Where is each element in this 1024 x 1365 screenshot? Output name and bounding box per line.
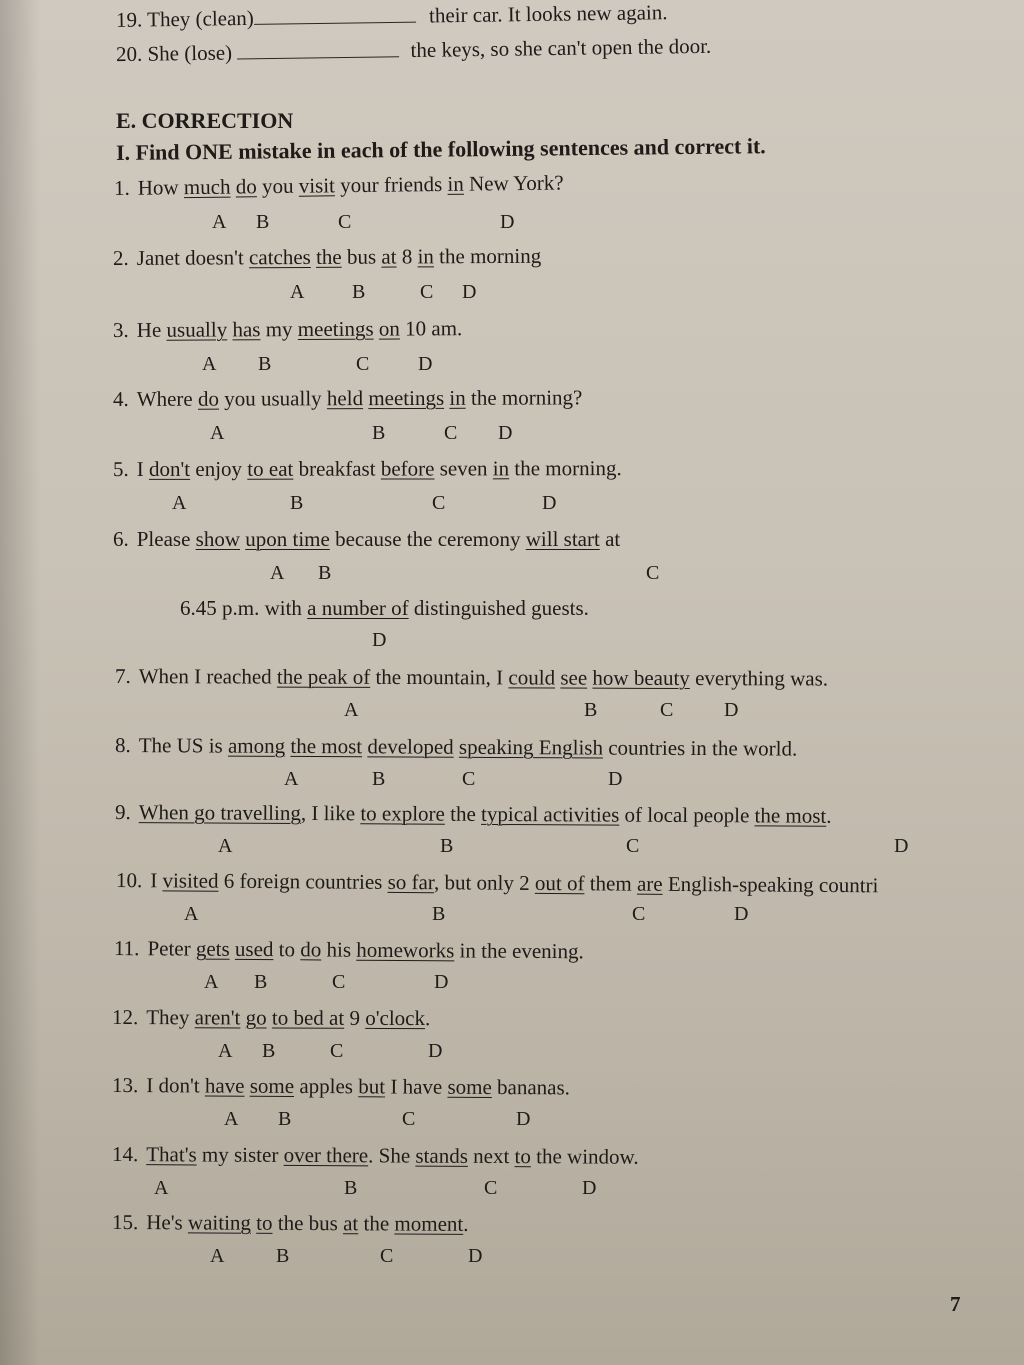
underlined-option-text: do — [300, 937, 322, 962]
option-letter-a[interactable]: A — [290, 281, 305, 303]
underlined-option-text: visit — [298, 173, 336, 198]
question-number: 6. — [113, 527, 129, 551]
sentence-text: . She — [368, 1143, 416, 1168]
underlined-option-text: meetings — [297, 316, 374, 342]
underlined-option-text: in — [417, 244, 434, 269]
underlined-option-text: go — [245, 1005, 267, 1030]
sentence-text: English-speaking countri — [662, 871, 879, 898]
question-number: 1. — [113, 175, 130, 200]
underlined-option-text: out of — [534, 870, 585, 896]
option-letter-b[interactable]: B — [256, 211, 270, 233]
question-15 — [112, 1210, 469, 1237]
question-8 — [115, 733, 797, 762]
underlined-option-text: the most — [754, 803, 827, 828]
question-number: 9. — [114, 800, 131, 825]
question-number: 2. — [112, 245, 129, 270]
question-number: 8. — [114, 733, 131, 758]
option-letter-d[interactable]: D — [498, 422, 513, 444]
underlined-option-text: held — [326, 386, 364, 411]
sentence-text: the window. — [530, 1144, 639, 1169]
sentence-text: of local people — [619, 802, 755, 828]
option-letter-d[interactable]: D — [724, 699, 739, 721]
option-letter-d[interactable]: D — [894, 835, 909, 857]
option-letter-d[interactable]: D — [462, 281, 477, 303]
option-letter-d[interactable]: D — [428, 1040, 443, 1062]
sentence-text: 6.45 p.m. with — [180, 596, 308, 620]
sentence-text: Please — [136, 527, 196, 551]
option-letter-b[interactable]: B — [254, 971, 268, 993]
option-letter-c[interactable]: C — [380, 1245, 394, 1267]
option-letter-b[interactable]: B — [344, 1177, 358, 1199]
option-letter-a[interactable]: A — [172, 492, 187, 514]
option-letter-b[interactable]: B — [278, 1108, 292, 1130]
option-letter-a[interactable]: A — [204, 971, 219, 993]
option-letter-a[interactable]: A — [218, 835, 233, 857]
underlined-option-text: When go travelling — [138, 800, 301, 825]
sentence-text: next — [467, 1143, 515, 1169]
underlined-option-text: how beauty — [592, 665, 690, 691]
underlined-option-text: speaking English — [458, 734, 604, 760]
question-2 — [113, 244, 541, 271]
sentence-text: everything was. — [689, 666, 829, 691]
question-10 — [116, 868, 879, 898]
question-number: 4. — [112, 386, 129, 411]
sentence-text: He's — [146, 1210, 189, 1235]
option-letter-a[interactable]: A — [154, 1177, 169, 1199]
sentence-text: When I reached — [138, 664, 277, 689]
sentence-text: bananas. — [491, 1074, 571, 1100]
page-fold-shadow — [0, 0, 40, 1365]
option-letter-a[interactable]: A — [184, 903, 199, 925]
option-letter-c[interactable]: C — [332, 971, 346, 993]
underlined-option-text: developed — [367, 734, 454, 759]
sentence-text: his — [321, 937, 357, 962]
underlined-option-text: meetings — [368, 385, 445, 411]
sentence-text: seven — [434, 456, 493, 481]
option-letter-c[interactable]: C — [484, 1177, 498, 1199]
option-letter-d[interactable]: D — [500, 211, 515, 233]
question-number: 3. — [112, 317, 129, 342]
underlined-option-text: do — [197, 386, 220, 411]
underlined-option-text: could — [508, 665, 556, 690]
option-letter-d[interactable]: D — [372, 629, 387, 651]
question-number: 5. — [112, 456, 129, 481]
fill-in-prompt: They (clean) — [146, 5, 254, 32]
option-letter-c[interactable]: C — [626, 835, 640, 857]
underlined-option-text: among — [227, 733, 286, 758]
sentence-text: my sister — [196, 1142, 284, 1167]
sentence-text: Janet doesn't — [136, 245, 250, 270]
underlined-option-text: to bed at — [271, 1005, 345, 1030]
sentence-text: the — [358, 1211, 395, 1236]
option-letter-a[interactable]: A — [210, 422, 225, 444]
option-letter-b[interactable]: B — [584, 699, 598, 721]
underlined-option-text: some — [447, 1074, 492, 1099]
sentence-text: 8 — [396, 244, 418, 269]
underlined-option-text: to eat — [247, 456, 294, 481]
underlined-option-text: usually — [166, 317, 228, 342]
option-letter-b[interactable]: B — [318, 562, 332, 584]
option-letter-d[interactable]: D — [434, 971, 449, 993]
sentence-text: you — [256, 173, 299, 199]
sentence-text: at — [599, 527, 621, 551]
question-13 — [112, 1073, 570, 1100]
sentence-text: 10 am. — [399, 316, 463, 341]
sentence-text: in the evening. — [454, 938, 584, 964]
sentence-text: breakfast — [293, 456, 381, 481]
sentence-text: my — [260, 317, 298, 342]
sentence-text: your friends — [334, 171, 448, 198]
fill-in-19 — [116, 0, 668, 33]
underlined-option-text: the — [315, 244, 342, 269]
section-title: E. CORRECTION — [116, 108, 294, 133]
sentence-text: They — [146, 1005, 195, 1030]
option-letter-c[interactable]: C — [402, 1108, 416, 1130]
sentence-text: 6 foreign countries — [218, 868, 388, 894]
underlined-option-text: will start — [525, 527, 600, 551]
underlined-option-text: but — [358, 1074, 386, 1099]
underlined-option-text: in — [449, 385, 466, 410]
option-letter-d[interactable]: D — [734, 903, 749, 925]
option-letter-c[interactable]: C — [462, 768, 476, 790]
underlined-option-text: over there — [283, 1142, 369, 1168]
underlined-option-text: on — [378, 316, 400, 341]
answer-blank[interactable] — [237, 38, 399, 59]
question-number: 10. — [115, 868, 143, 893]
sentence-text: I have — [385, 1074, 448, 1099]
underlined-option-text: at — [381, 244, 397, 269]
sentence-text: because the ceremony — [329, 527, 526, 551]
sentence-text: distinguished guests. — [408, 596, 589, 620]
fill-in-number: 19. — [115, 7, 143, 32]
underlined-option-text: a number of — [307, 596, 409, 620]
question-number: 11. — [113, 936, 140, 961]
option-letter-a[interactable]: A — [344, 699, 359, 721]
fill-in-after: their car. It looks new again. — [428, 0, 668, 28]
option-letter-a[interactable]: A — [210, 1245, 225, 1267]
option-letter-b[interactable]: B — [352, 281, 366, 303]
sentence-text: Peter — [147, 936, 196, 961]
underlined-option-text: are — [636, 871, 663, 896]
underlined-option-text: stands — [415, 1143, 468, 1168]
underlined-option-text: don't — [148, 456, 191, 481]
sentence-text: them — [584, 871, 638, 896]
option-letter-a[interactable]: A — [224, 1108, 239, 1130]
underlined-option-text: to — [256, 1210, 273, 1235]
option-letter-c[interactable]: C — [660, 699, 674, 721]
sentence-text: the morning? — [465, 385, 583, 410]
sentence-text: the morning — [433, 243, 542, 269]
question-4 — [113, 385, 582, 412]
question-14 — [112, 1142, 639, 1170]
underlined-option-text: catches — [248, 244, 311, 270]
option-letter-c[interactable]: C — [420, 281, 434, 303]
underlined-option-text: typical activities — [481, 801, 620, 827]
underlined-option-text: to — [514, 1144, 531, 1169]
question-number: 7. — [114, 664, 131, 689]
question-6 — [113, 527, 620, 552]
question-3 — [113, 316, 462, 343]
underlined-option-text: to explore — [360, 801, 445, 826]
sentence-text: apples — [294, 1073, 359, 1099]
sentence-text: the bus — [272, 1210, 344, 1236]
option-letter-d[interactable]: D — [516, 1108, 531, 1130]
sentence-text: I — [136, 456, 150, 481]
underlined-option-text: see — [560, 665, 588, 690]
sentence-text: He — [136, 317, 167, 342]
sentence-text: 9 — [344, 1005, 366, 1030]
question-9 — [115, 800, 832, 829]
fill-in-prompt: She (lose) — [147, 40, 233, 66]
option-letter-a[interactable]: A — [284, 768, 299, 790]
sentence-text: countries in the world. — [602, 735, 798, 761]
underlined-option-text: o'clock — [365, 1005, 426, 1031]
option-letter-b[interactable]: B — [440, 835, 454, 857]
underlined-option-text: so far — [387, 869, 435, 895]
question-number: 12. — [111, 1005, 139, 1030]
sentence-text: . — [826, 803, 832, 828]
underlined-option-text: visited — [162, 868, 219, 893]
sentence-text: Where — [136, 386, 199, 411]
option-letter-b[interactable]: B — [290, 492, 304, 514]
sentence-text: New York? — [463, 170, 564, 196]
underlined-option-text: have — [204, 1073, 245, 1098]
option-letter-c[interactable]: C — [330, 1040, 344, 1062]
option-letter-a[interactable]: A — [202, 353, 217, 375]
option-letter-b[interactable]: B — [372, 422, 386, 444]
underlined-option-text: used — [234, 936, 274, 962]
option-letter-c[interactable]: C — [432, 492, 446, 514]
instruction: I. Find ONE mistake in each of the following sentences and correct it. — [115, 133, 766, 165]
option-letter-d[interactable]: D — [418, 353, 433, 375]
sentence-text: you usually — [218, 386, 327, 411]
underlined-option-text: before — [380, 456, 435, 481]
option-letter-d[interactable]: D — [542, 492, 557, 514]
option-letter-d[interactable]: D — [608, 768, 623, 790]
option-letter-a[interactable]: A — [270, 562, 285, 584]
option-letter-c[interactable]: C — [356, 353, 370, 375]
question-1 — [114, 171, 564, 201]
underlined-option-text: homeworks — [356, 937, 455, 963]
underlined-option-text: upon time — [245, 527, 330, 551]
option-letter-a[interactable]: A — [218, 1040, 233, 1062]
option-letter-a[interactable]: A — [212, 211, 227, 233]
question-number: 13. — [111, 1073, 139, 1098]
option-letter-d[interactable]: D — [582, 1177, 597, 1199]
underlined-option-text: show — [195, 527, 240, 551]
underlined-option-text: in — [447, 171, 464, 196]
option-letter-c[interactable]: C — [646, 562, 660, 584]
underlined-option-text: the peak of — [276, 664, 371, 689]
question-7 — [115, 664, 828, 691]
underlined-option-text: much — [183, 174, 231, 200]
option-letter-b[interactable]: B — [276, 1245, 290, 1267]
page-number: 7 — [950, 1292, 961, 1316]
underlined-option-text: some — [249, 1073, 295, 1098]
answer-blank[interactable] — [254, 4, 416, 25]
option-letter-b[interactable]: B — [262, 1040, 276, 1062]
sentence-text: How — [137, 175, 184, 200]
option-letter-c[interactable]: C — [338, 211, 352, 233]
sentence-text: I don't — [146, 1073, 205, 1098]
fill-in-after: the keys, so she can't open the door. — [410, 33, 712, 63]
sentence-text: the — [444, 801, 482, 826]
sentence-text: . — [463, 1211, 469, 1236]
question-number: 15. — [111, 1210, 139, 1235]
question-11 — [114, 936, 584, 964]
option-letter-c[interactable]: C — [632, 903, 646, 925]
sentence-text: to — [273, 937, 301, 962]
underlined-option-text: in — [492, 456, 510, 481]
option-letter-b[interactable]: B — [432, 903, 446, 925]
fill-in-20 — [116, 34, 712, 67]
sentence-text: , but only 2 — [433, 870, 536, 895]
underlined-option-text: do — [235, 174, 257, 199]
option-letter-d[interactable]: D — [468, 1245, 483, 1267]
question-6-continuation — [180, 596, 589, 621]
option-letter-c[interactable]: C — [444, 422, 458, 444]
question-number: 14. — [111, 1142, 139, 1167]
underlined-option-text: has — [232, 317, 261, 342]
question-12 — [112, 1005, 430, 1031]
sentence-text: enjoy — [190, 456, 248, 481]
underlined-option-text: the most — [290, 733, 363, 759]
underlined-option-text: at — [343, 1211, 359, 1236]
option-letter-b[interactable]: B — [372, 768, 386, 790]
sentence-text: , I like — [300, 800, 361, 826]
sentence-text: I — [150, 868, 163, 893]
fill-in-number: 20. — [115, 41, 143, 67]
underlined-option-text: gets — [195, 936, 230, 961]
underlined-option-text: aren't — [194, 1005, 241, 1030]
sentence-text: the mountain, I — [370, 664, 509, 690]
underlined-option-text: moment — [394, 1211, 464, 1236]
option-letter-b[interactable]: B — [258, 353, 272, 375]
underlined-option-text: That's — [146, 1142, 197, 1167]
sentence-text: The US is — [138, 733, 229, 758]
sentence-text: the morning. — [509, 456, 622, 481]
sentence-text: . — [424, 1006, 431, 1031]
underlined-option-text: waiting — [187, 1210, 252, 1235]
sentence-text: bus — [341, 244, 382, 269]
question-5 — [113, 456, 622, 482]
